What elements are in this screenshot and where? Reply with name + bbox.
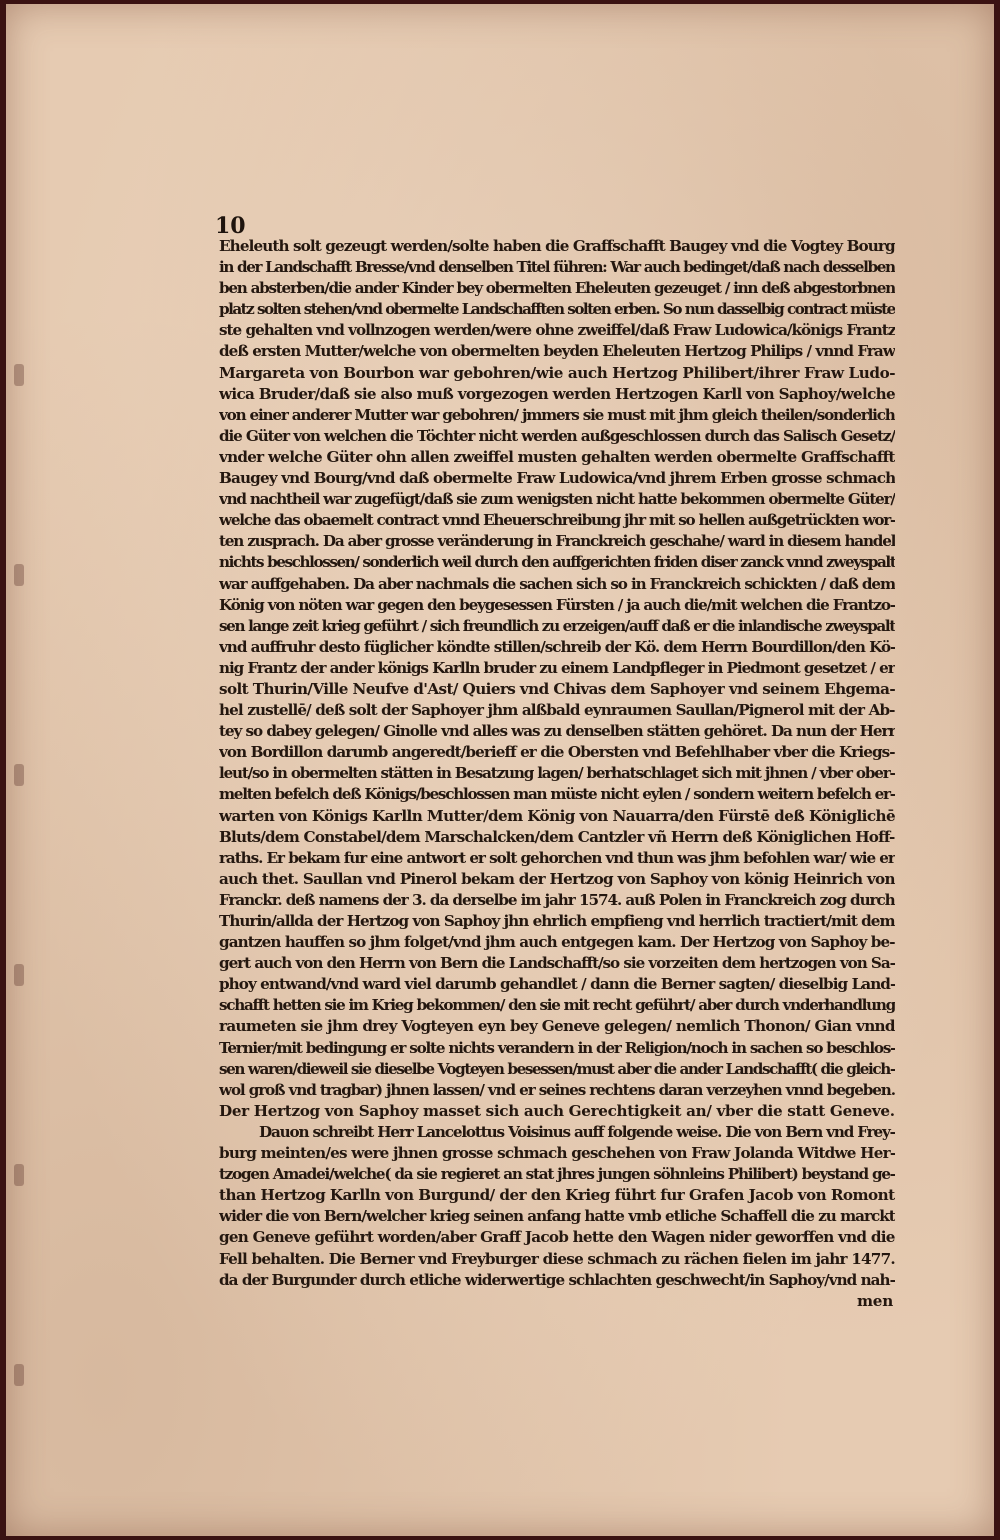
text-line: solt Thurin/Ville Neufve d'Ast/ Quiers vnd Chivas dem Saphoyer vnd seinem Ehgema-: [219, 679, 895, 698]
text-line: gantzen hauffen so jhm folget/vnd jhm auch entgegen kam. Der Hertzog von Saphoy be-: [219, 933, 895, 952]
text-line: war auffgehaben. Da aber nachmals die sachen sich so in Franckreich schickten / daß dem: [219, 574, 895, 593]
text-line: Fell behalten. Die Berner vnd Freyburger diese schmach zu rächen fielen im jahr 1477.: [219, 1249, 895, 1268]
text-line: von Bordillon darumb angeredt/berieff er die Obersten vnd Befehlhaber vber die Kriegs-: [219, 743, 895, 762]
text-line: Margareta von Bourbon war gebohren/wie auch Hertzog Philibert/ihrer Fraw Ludo-: [219, 363, 895, 382]
text-line: ten zusprach. Da aber grosse veränderung in Franckreich geschahe/ ward in diesem handel: [219, 532, 895, 551]
text-line: deß ersten Mutter/welche von obermelten beyden Eheleuten Hertzog Philips / vnnd Fraw: [219, 342, 895, 361]
text-line: tzogen Amadei/welche( da sie regieret an stat jhres jungen söhnleins Philibert) beystand ge-: [219, 1165, 895, 1184]
text-line: sen waren/dieweil sie dieselbe Vogteyen besessen/must aber die ander Landschafft( die gleich-: [219, 1059, 895, 1078]
text-line: gen Geneve geführt worden/aber Graff Jacob hette den Wagen nider geworffen vnd die: [219, 1228, 895, 1247]
text-line: leut/so in obermelten stätten in Besatzung lagen/ berhatschlaget sich mit jhnen / vber ober-: [219, 764, 895, 783]
text-line: nichts beschlossen/ sonderlich weil durch den auffgerichten friden diser zanck vnnd zweyspalt: [219, 553, 895, 572]
text-line: ste gehalten vnd vollnzogen werden/were ohne zweiffel/daß Fraw Ludowica/königs Frantz: [219, 321, 895, 340]
text-line: warten von Königs Karlln Mutter/dem König von Nauarra/den Fürstē deß Königlichē: [219, 806, 895, 825]
text-line: vnd nachtheil war zugefügt/daß sie zum wenigsten nicht hatte bekommen obermelte Güter/: [219, 490, 895, 509]
text-line: ben absterben/die ander Kinder bey obermelten Eheleuten gezeuget / inn deß abgestorbnen: [219, 279, 895, 298]
text-line: Dauon schreibt Herr Lancelottus Voisinus auff folgende weise. Die von Bern vnd Frey-: [259, 1122, 895, 1141]
text-line: Ternier/mit bedingung er solte nichts verandern in der Religion/noch in sachen so beschlos-: [219, 1038, 895, 1057]
binding-mark: [14, 1364, 24, 1386]
text-line: da der Burgunder durch etliche widerwertige schlachten geschwecht/in Saphoy/vnd nah-: [219, 1270, 895, 1289]
text-line: wol groß vnd tragbar) jhnen lassen/ vnd er seines rechtens daran verzeyhen vnnd begeben.: [219, 1080, 895, 1099]
text-line: schafft hetten sie im Krieg bekommen/ den sie mit recht geführt/ aber durch vnderhandlung: [219, 996, 895, 1015]
binding-mark: [14, 364, 24, 386]
page-number: 10: [215, 213, 246, 239]
text-line: wica Bruder/daß sie also muß vorgezogen werden Hertzogen Karll von Saphoy/welche: [219, 384, 895, 403]
binding-mark: [14, 1164, 24, 1186]
text-line: vnd auffruhr desto füglicher köndte stillen/schreib der Kö. dem Herrn Bourdillon/den Kö-: [219, 637, 895, 656]
text-line: Thurin/allda der Hertzog von Saphoy jhn ehrlich empfieng vnd herrlich tractiert/mit dem: [219, 912, 895, 930]
text-line: wider die von Bern/welcher krieg seinen anfang hatte vmb etliche Schaffell die zu marckt: [219, 1207, 895, 1226]
text-line: vnder welche Güter ohn allen zweiffel musten gehalten werden obermelte Graffschafft: [219, 447, 895, 466]
catchword: men: [856, 1291, 893, 1310]
text-line: burg meinten/es were jhnen grosse schmach geschehen von Fraw Jolanda Witdwe Her-: [219, 1144, 895, 1163]
text-line: hel zustellē/ deß solt der Saphoyer jhm alßbald eynraumen Saullan/Pignerol mit der Ab-: [219, 701, 895, 720]
text-line: in der Landschafft Bresse/vnd denselben Titel führen: War auch bedinget/daß nach desselben: [219, 258, 895, 277]
text-line: Eheleuth solt gezeugt werden/solte haben die Graffschafft Baugey vnd die Vogtey Bourg: [219, 237, 895, 255]
body-text: [219, 236, 895, 1312]
binding-mark: [14, 764, 24, 786]
text-line: raumeten sie jhm drey Vogteyen eyn bey Geneve gelegen/ nemlich Thonon/ Gian vnnd: [219, 1017, 895, 1036]
text-line: platz solten stehen/vnd obermelte Landschafften solten erben. So nun dasselbig contract müste: [219, 300, 895, 319]
text-line: Der Hertzog von Saphoy masset sich auch Gerechtigkeit an/ vber die statt Geneve.: [219, 1101, 895, 1120]
text-line: König von nöten war gegen den beygesessen Fürsten / ja auch die/mit welchen die Frantzo-: [219, 595, 895, 614]
text-line: raths. Er bekam fur eine antwort er solt gehorchen vnd thun was jhm befohlen war/ wie er: [219, 848, 895, 867]
text-line: welche das obaemelt contract vnnd Eheuerschreibung jhr mit so hellen außgetrückten wor-: [219, 511, 895, 530]
text-line: Baugey vnd Bourg/vnd daß obermelte Fraw Ludowica/vnd jhrem Erben grosse schmach: [219, 469, 895, 488]
text-line: phoy entwand/vnd ward viel darumb gehandlet / dann die Berner sagten/ dieselbig Land-: [219, 975, 895, 994]
text-line: nig Frantz der ander königs Karlln bruder zu einem Landpfleger in Piedmont gesetzet / er: [219, 658, 895, 677]
text-line: than Hertzog Karlln von Burgund/ der den Krieg führt fur Grafen Jacob von Romont: [219, 1186, 895, 1205]
text-line: die Güter von welchen die Töchter nicht werden außgeschlossen durch das Salisch Gesetz/: [219, 426, 895, 445]
text-line: auch thet. Saullan vnd Pinerol bekam der Hertzog von Saphoy von könig Heinrich von: [219, 869, 895, 888]
text-line: Bluts/dem Constabel/dem Marschalcken/dem Cantzler vñ Herrn deß Königlichen Hoff-: [219, 827, 895, 846]
binding-mark: [14, 964, 24, 986]
text-line: gert auch von den Herrn von Bern die Landschafft/so sie vorzeiten dem hertzogen von Sa-: [219, 954, 895, 973]
text-line: von einer anderer Mutter war gebohren/ jmmers sie must mit jhm gleich theilen/sonderlich: [219, 405, 895, 424]
text-line: melten befelch deß Königs/beschlossen man müste nicht eylen / sondern weitern befelch er-: [219, 785, 895, 804]
text-line: sen lange zeit krieg geführt / sich freundlich zu erzeigen/auff daß er die inlandische zweyspalt: [219, 616, 895, 635]
binding-mark: [14, 564, 24, 586]
text-line: Franckr. deß namens der 3. da derselbe im jahr 1574. auß Polen in Franckreich zog durch: [219, 890, 895, 909]
text-line: tey so dabey gelegen/ Ginolle vnd alles was zu denselben stätten gehöret. Da nun der Herr: [219, 722, 895, 741]
